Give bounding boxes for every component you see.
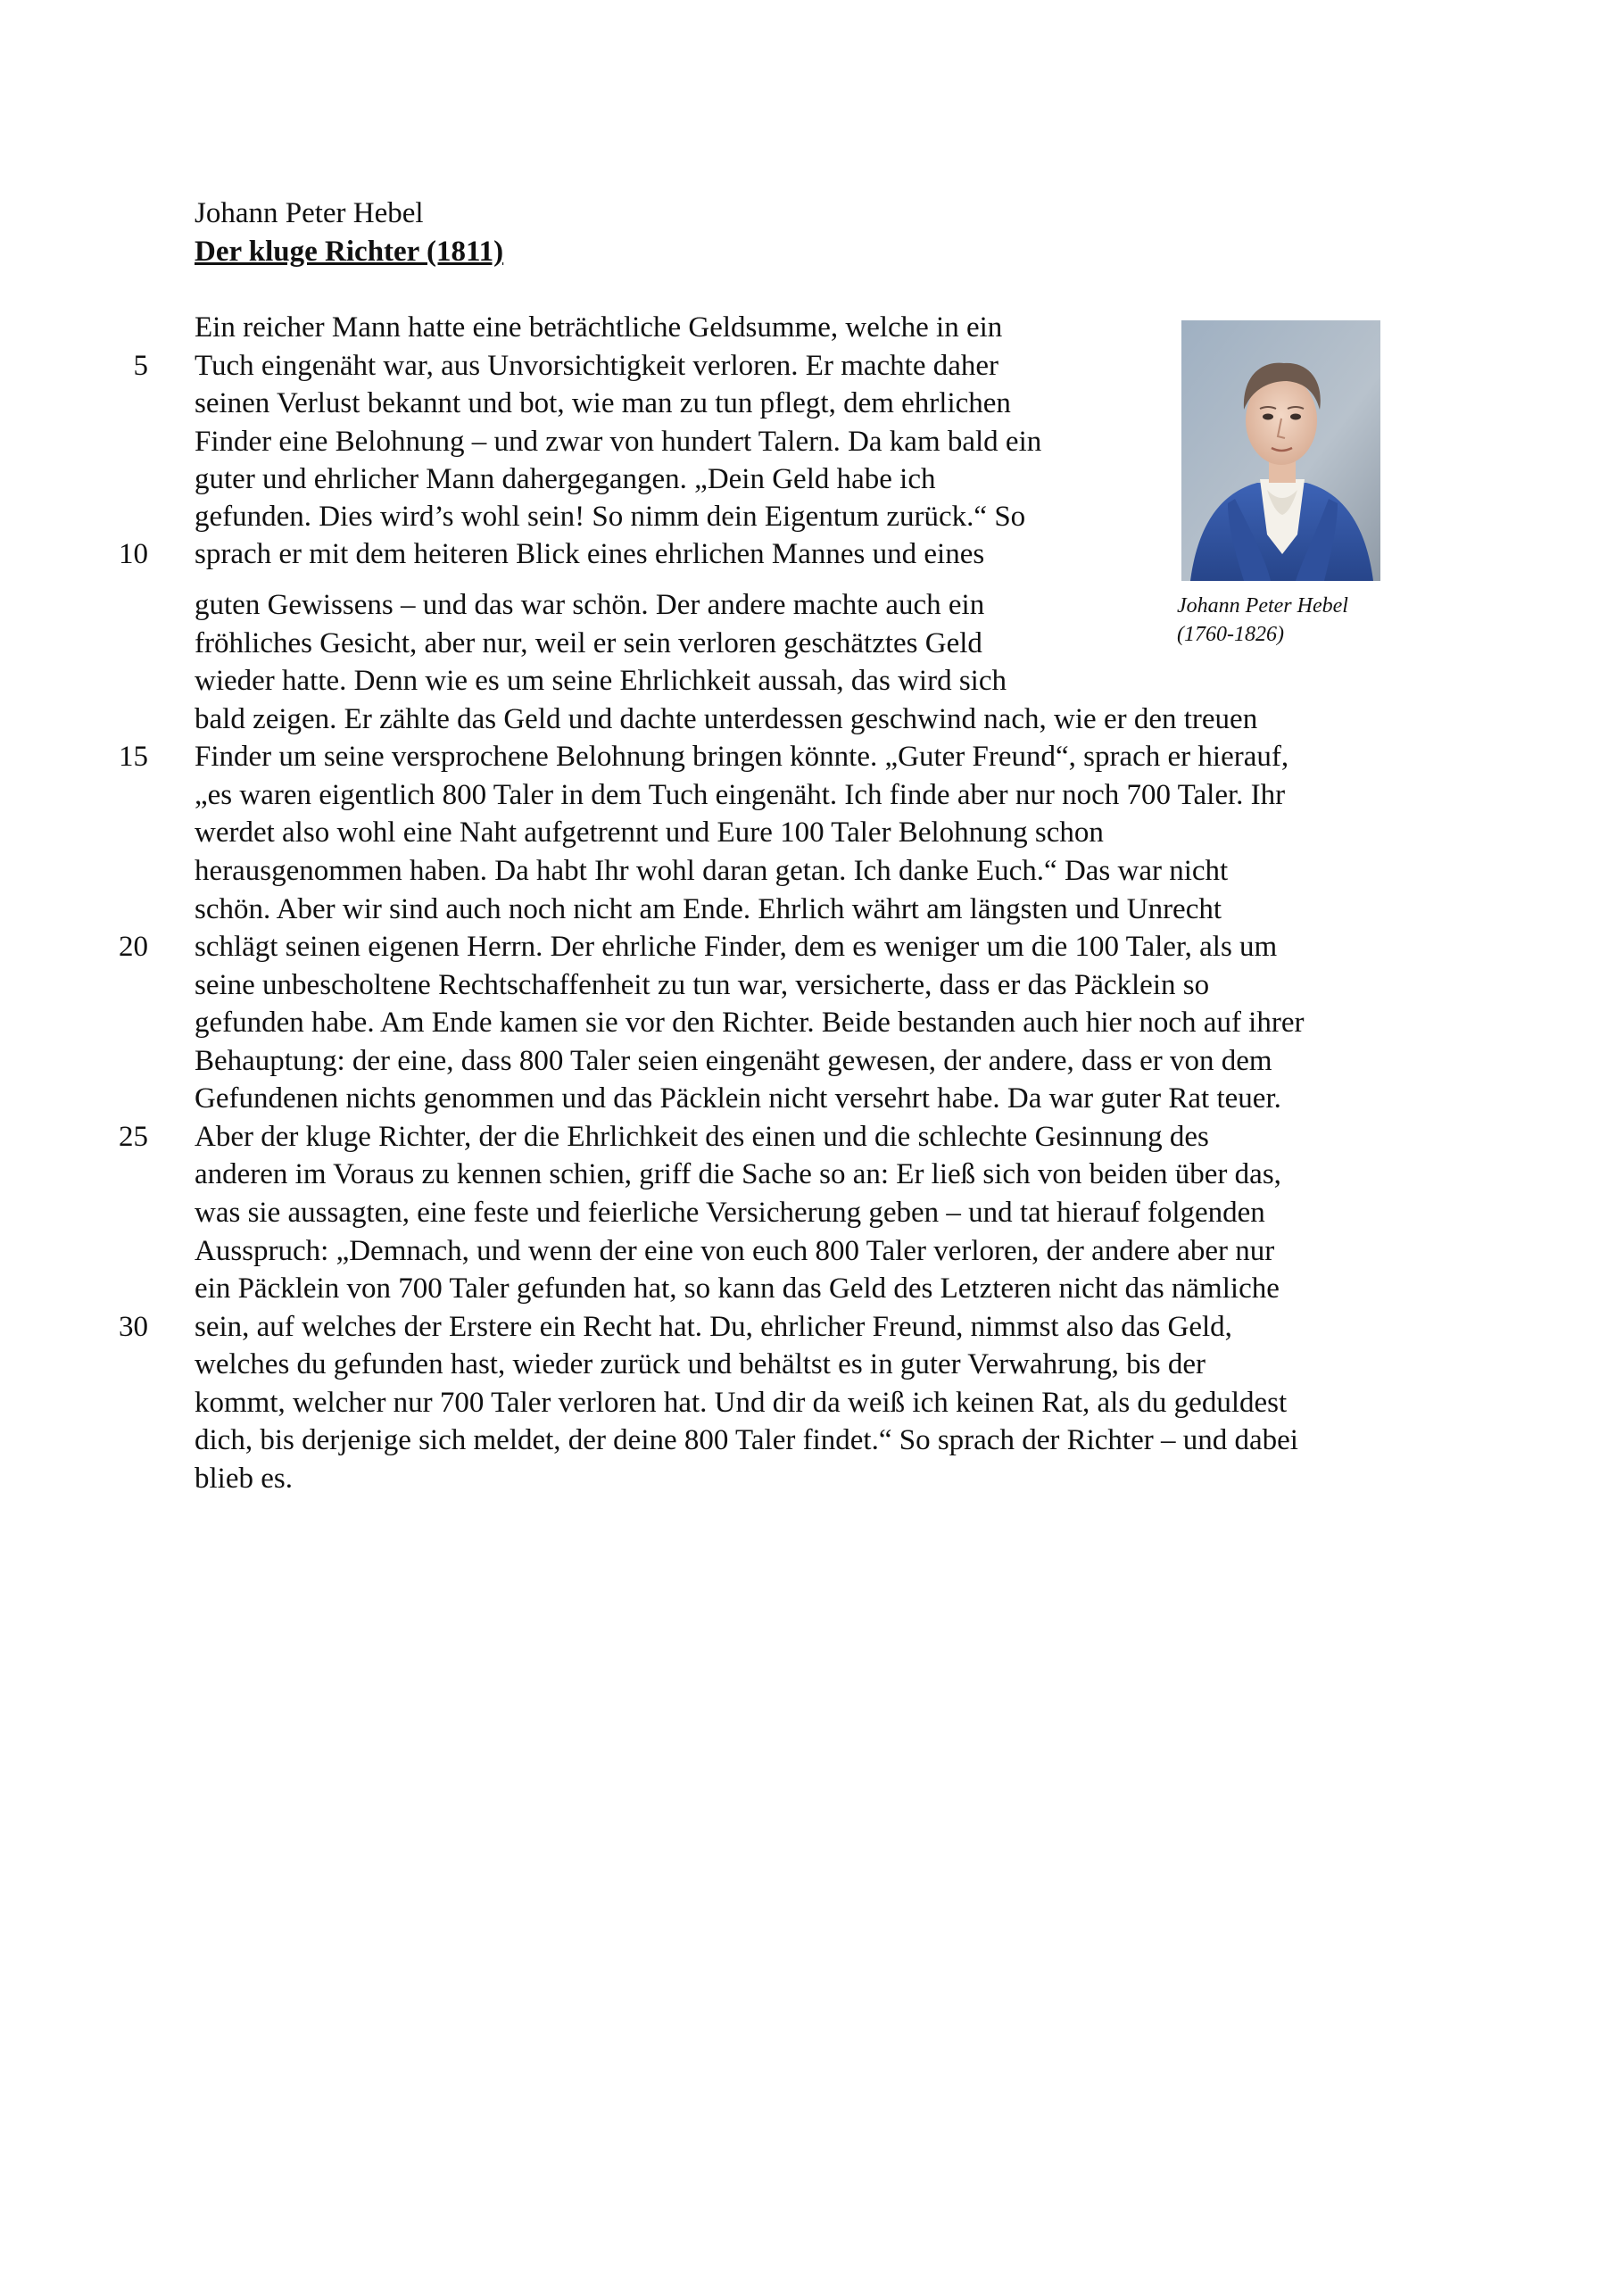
- text-line: Aber der kluge Richter, der die Ehrlichkeit des einen und die schlechte Gesinnung des: [195, 1121, 1209, 1153]
- text-line: blieb es.: [195, 1463, 293, 1495]
- text-line: „es waren eigentlich 800 Taler in dem Tuch eingenäht. Ich finde aber nur noch 700 Taler. Ihr: [195, 779, 1286, 811]
- text-line: was sie aussagten, eine feste und feierliche Versicherung geben – und tat hierauf folgenden: [195, 1197, 1265, 1229]
- text-line: Ein reicher Mann hatte eine beträchtliche Geldsumme, welche in ein: [195, 311, 1003, 344]
- text-line: gefunden. Dies wird’s wohl sein! So nimm dein Eigentum zurück.“ So: [195, 501, 1026, 533]
- line-number: 30: [119, 1311, 148, 1343]
- text-line: schlägt seinen eigenen Herrn. Der ehrliche Finder, dem es weniger um die 100 Taler, als um: [195, 931, 1278, 963]
- text-line: anderen im Voraus zu kennen schien, griff die Sache so an: Er ließ sich von beiden über das,: [195, 1158, 1281, 1190]
- text-line: schön. Aber wir sind auch noch nicht am Ende. Ehrlich währt am längsten und Unrecht: [195, 893, 1222, 925]
- text-line: welches du gefunden hast, wieder zurück und behältst es in guter Verwahrung, bis der: [195, 1348, 1206, 1380]
- text-line: fröhliches Gesicht, aber nur, weil er sein verloren geschätztes Geld: [195, 627, 982, 659]
- line-number: 25: [119, 1121, 148, 1153]
- line-number: 5: [133, 350, 148, 382]
- text-line: wieder hatte. Denn wie es um seine Ehrlichkeit aussah, das wird sich: [195, 665, 1007, 697]
- text-line: gefunden habe. Am Ende kamen sie vor den Richter. Beide bestanden auch hier noch auf ihrer: [195, 1007, 1305, 1039]
- text-line: werdet also wohl eine Naht aufgetrennt und Eure 100 Taler Belohnung schon: [195, 816, 1104, 849]
- text-line: Tuch eingenäht war, aus Unvorsichtigkeit verloren. Er machte daher: [195, 350, 999, 382]
- text-line: dich, bis derjenige sich meldet, der deine 800 Taler findet.“ So sprach der Richter – und dabei: [195, 1424, 1298, 1456]
- line-number: 15: [119, 741, 148, 773]
- portrait-image: [1181, 320, 1380, 581]
- text-line: seinen Verlust bekannt und bot, wie man zu tun pflegt, dem ehrlichen: [195, 387, 1011, 419]
- portrait-caption-years: (1760-1826): [1177, 623, 1284, 646]
- text-line: Ausspruch: „Demnach, und wenn der eine von euch 800 Taler verloren, der andere aber nur: [195, 1235, 1275, 1267]
- text-line: guten Gewissens – und das war schön. Der andere machte auch ein: [195, 589, 985, 621]
- story-title: Der kluge Richter (1811): [195, 236, 504, 268]
- text-line: Gefundenen nichts genommen und das Päcklein nicht versehrt habe. Da war guter Rat teuer.: [195, 1082, 1281, 1115]
- text-line: Finder um seine versprochene Belohnung bringen könnte. „Guter Freund“, sprach er hierauf,: [195, 741, 1289, 773]
- text-line: ein Päcklein von 700 Taler gefunden hat, so kann das Geld des Letzteren nicht das nämliche: [195, 1272, 1280, 1305]
- text-line: seine unbescholtene Rechtschaffenheit zu tun war, versicherte, dass er das Päcklein so: [195, 969, 1210, 1001]
- portrait-caption-name: Johann Peter Hebel: [1177, 594, 1348, 618]
- text-line: bald zeigen. Er zählte das Geld und dachte unterdessen geschwind nach, wie er den treuen: [195, 703, 1258, 735]
- text-line: guter und ehrlicher Mann dahergegangen. „Dein Geld habe ich: [195, 463, 936, 495]
- text-line: herausgenommen haben. Da habt Ihr wohl daran getan. Ich danke Euch.“ Das war nicht: [195, 855, 1229, 887]
- text-line: kommt, welcher nur 700 Taler verloren hat. Und dir da weiß ich keinen Rat, als du geduldest: [195, 1387, 1288, 1419]
- text-line: sprach er mit dem heiteren Blick eines ehrlichen Mannes und eines: [195, 538, 985, 570]
- text-line: sein, auf welches der Erstere ein Recht hat. Du, ehrlicher Freund, nimmst also das Geld,: [195, 1311, 1232, 1343]
- text-line: Behauptung: der eine, dass 800 Taler seien eingenäht gewesen, der andere, dass er von dem: [195, 1045, 1272, 1077]
- line-number: 20: [119, 931, 148, 963]
- author-name: Johann Peter Hebel: [195, 197, 424, 229]
- text-line: Finder eine Belohnung – und zwar von hundert Talern. Da kam bald ein: [195, 426, 1042, 458]
- line-number: 10: [119, 538, 148, 570]
